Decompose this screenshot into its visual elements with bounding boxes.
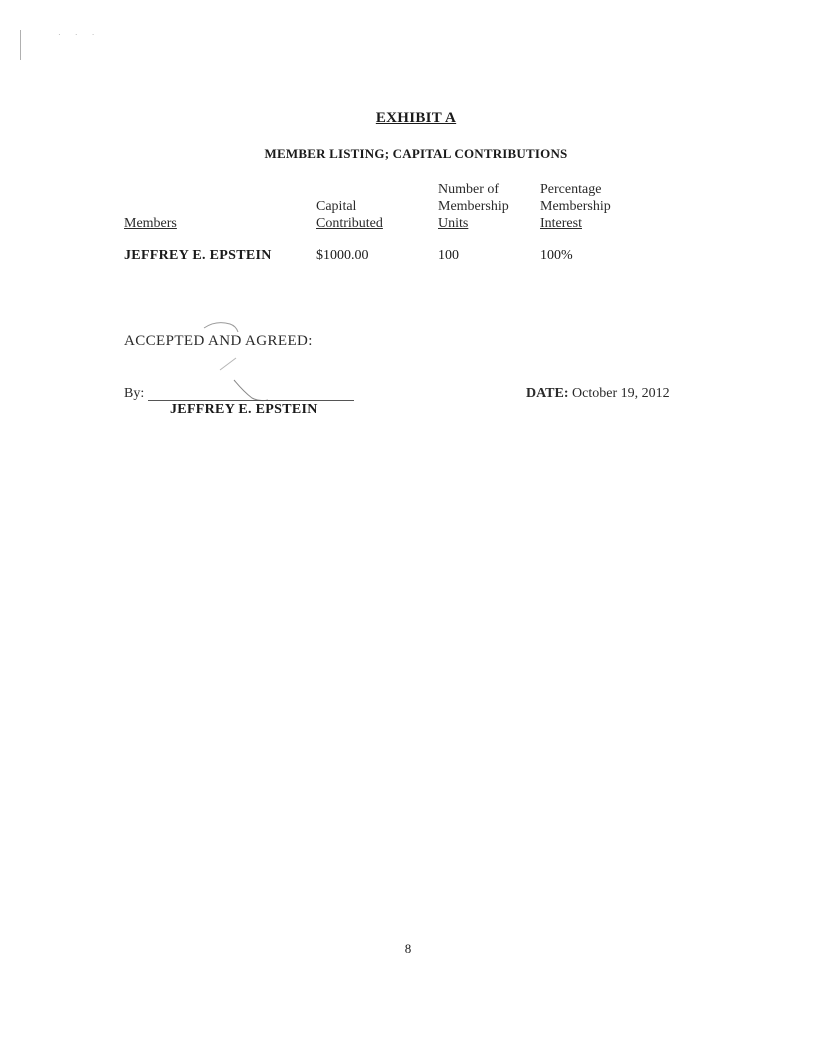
column-header-members bbox=[124, 181, 177, 232]
capital-cell: $1000.00 bbox=[316, 248, 369, 263]
member-name-cell: JEFFREY E. EPSTEIN bbox=[124, 248, 272, 263]
by-label: By: bbox=[124, 386, 145, 401]
column-header-label: Members bbox=[124, 216, 177, 231]
column-header-line: Capital bbox=[316, 199, 357, 214]
column-header-label: Contributed bbox=[316, 216, 383, 231]
column-header-label: Interest bbox=[540, 216, 582, 231]
page-number: 8 bbox=[404, 941, 412, 956]
date-block bbox=[526, 386, 670, 402]
units-cell: 100 bbox=[438, 248, 459, 263]
accepted-label: ACCEPTED AND AGREED: bbox=[124, 333, 313, 349]
interest-cell: 100% bbox=[540, 248, 573, 263]
column-header-line bbox=[124, 198, 177, 215]
scan-artifact-line bbox=[20, 30, 21, 60]
signature-line bbox=[148, 400, 354, 401]
column-header-label: Units bbox=[438, 216, 469, 231]
column-header-line: Percentage bbox=[540, 182, 602, 197]
column-header-capital bbox=[316, 181, 383, 232]
column-header-line bbox=[316, 181, 383, 198]
exhibit-title: EXHIBIT A bbox=[375, 110, 457, 126]
column-header-units bbox=[438, 181, 509, 232]
column-header-line: Membership bbox=[438, 199, 509, 214]
column-header-line: Membership bbox=[540, 199, 611, 214]
date-value: October 19, 2012 bbox=[572, 386, 670, 401]
column-header-line bbox=[124, 181, 177, 198]
exhibit-subtitle: MEMBER LISTING; CAPITAL CONTRIBUTIONS bbox=[264, 146, 568, 161]
column-header-line: Number of bbox=[438, 182, 500, 197]
handwritten-signature-mark bbox=[190, 318, 270, 408]
signer-name: JEFFREY E. EPSTEIN bbox=[170, 402, 318, 417]
scan-artifact-dots: · · · bbox=[58, 30, 101, 39]
column-header-interest bbox=[540, 181, 611, 232]
date-label: DATE: bbox=[526, 386, 569, 401]
